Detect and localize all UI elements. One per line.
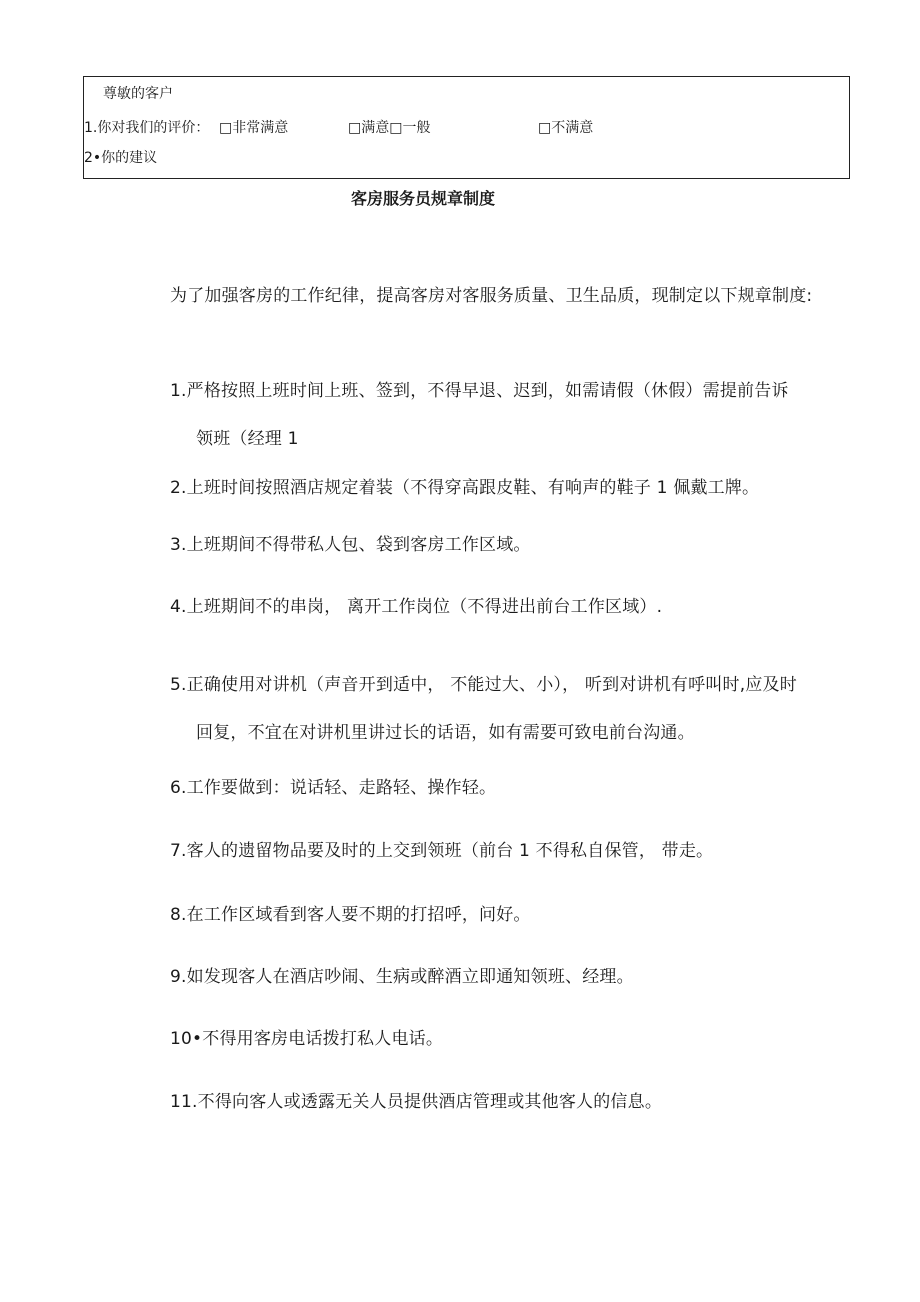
option-unsatisfied[interactable]: □不满意 (538, 120, 594, 136)
rule-9: 9.如发现客人在酒店吵闹、生病或醉酒立即通知领班、经理。 (170, 967, 634, 987)
rule-6: 6.工作要做到：说话轻、走路轻、操作轻。 (170, 778, 497, 798)
option-very-satisfied[interactable]: □非常满意 (219, 120, 289, 136)
rule-2: 2.上班时间按照酒店规定着装（不得穿高跟皮鞋、有响声的鞋子 1 佩戴工牌。 (170, 478, 760, 498)
rule-8: 8.在工作区域看到客人要不期的打招呼，问好。 (170, 905, 531, 925)
rule-4: 4.上班期间不的串岗， 离开工作岗位（不得进出前台工作区域）. (170, 597, 663, 617)
suggestion-label: 2•你的建议 (84, 150, 158, 166)
customer-feedback-box (83, 76, 850, 179)
rule-10: 10•不得用客房电话拨打私人电话。 (170, 1029, 444, 1049)
rule-11: 11.不得向客人或透露无关人员提供酒店管理或其他客人的信息。 (170, 1092, 663, 1112)
rating-question: 1.你对我们的评价： (84, 120, 210, 136)
rule-1-line-1: 1.严格按照上班时间上班、签到，不得早退、迟到，如需请假（休假）需提前告诉 (170, 381, 789, 401)
rule-1-line-2: 领班（经理 1 (196, 429, 299, 449)
option-satisfied-normal[interactable]: □满意□一般 (348, 120, 431, 136)
rule-5-line-1: 5.正确使用对讲机（声音开到适中， 不能过大、小）， 听到对讲机有呼叫时,应及时 (170, 675, 797, 695)
rule-5-line-2: 回复，不宜在对讲机里讲过长的话语，如有需要可致电前台沟通。 (196, 723, 695, 743)
intro-paragraph: 为了加强客房的工作纪律，提高客房对客服务质量、卫生品质，现制定以下规章制度: (170, 286, 813, 306)
document-title: 客房服务员规章制度 (350, 189, 495, 208)
feedback-greeting: 尊敏的客户 (103, 86, 173, 102)
rule-7: 7.客人的遗留物品要及时的上交到领班（前台 1 不得私自保管， 带走。 (170, 841, 714, 861)
rule-3: 3.上班期间不得带私人包、袋到客房工作区域。 (170, 535, 531, 555)
